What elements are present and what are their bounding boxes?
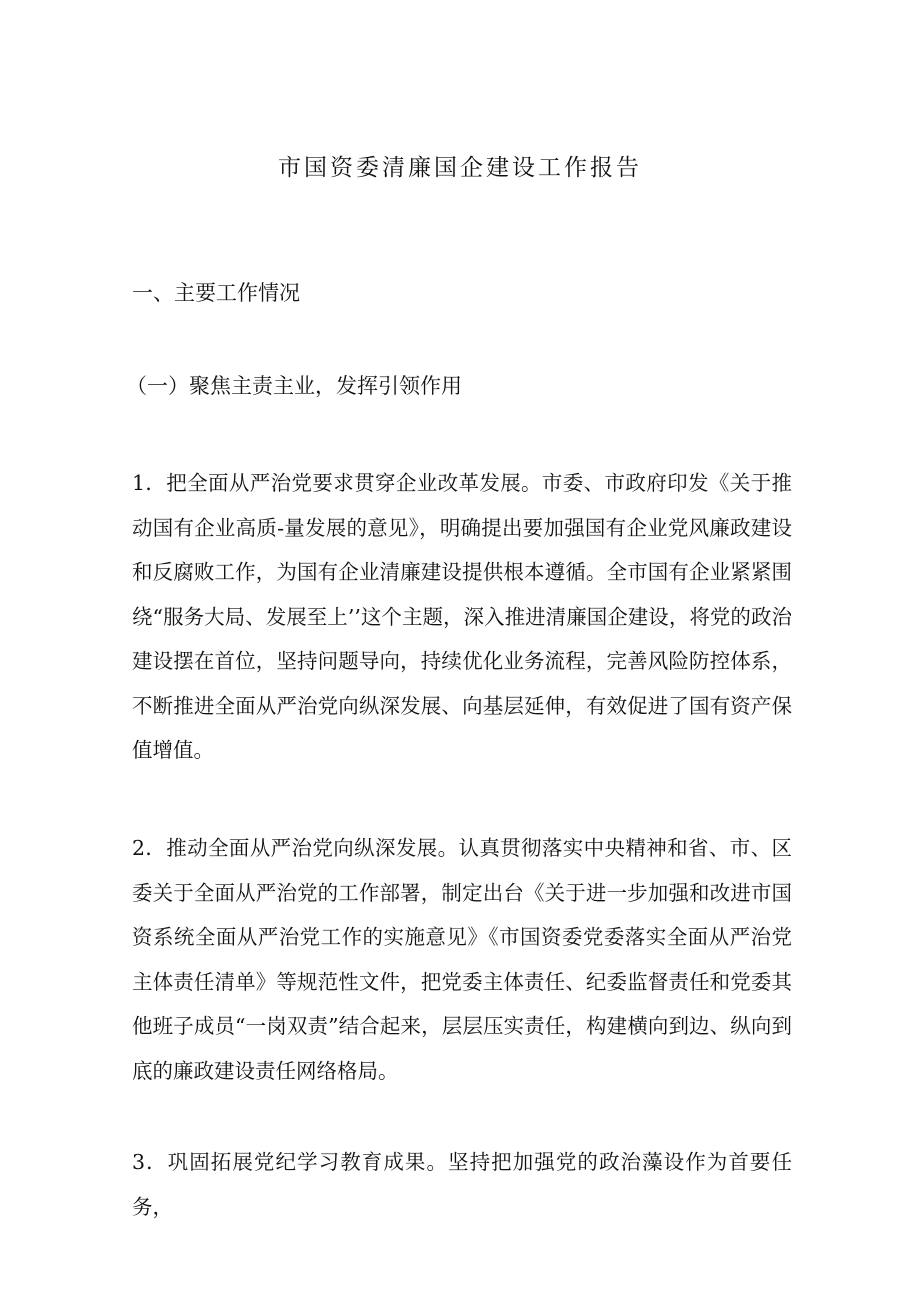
section-heading: 一、主要工作情况 <box>132 281 300 305</box>
paragraph-3: 3．巩固拓展党纪学习教育成果。坚持把加强党的政治藻设作为首要任务， <box>132 1150 792 1219</box>
subsection-heading: （一）聚焦主责主业，发挥引领作用 <box>126 374 462 398</box>
document-title: 市国资委清廉国企建设工作报告 <box>278 155 642 181</box>
paragraph-1: 1．把全面从严治党要求贯穿企业改革发展。市委、市政府印发《关于推动国有企业高质-量发展的意见》，明确提出要加强国有企业党风廉政建设和反腐败工作，为国有企业清廉建设提供根本遵循。全市国有企业紧紧围绕“服务大局、发展至上’’这个主题，深入推进清廉国企建设，将党的政治建设摆在首位，坚持问题导向，持续优化业务流程，完善风险防控体系，不断推进全面从严治党向纵深发展、向基层延伸，有效促进了国有资产保值增值。 <box>132 471 792 762</box>
paragraph-2: 2．推动全面从严治党向纵深发展。认真贯彻落实中央精神和省、市、区委关于全面从严治党的工作部署，制定出台《关于进一步加强和改进市国资系统全面从严治党工作的实施意见》《市国资委党委落实全面从严治党主体责任清单》等规范性文件，把党委主体责任、纪委监督责任和党委其他班子成员“一岗双责”结合起来，层层压实责任，构建横向到边、纵向到底的廉政建设责任网络格局。 <box>132 836 792 1083</box>
